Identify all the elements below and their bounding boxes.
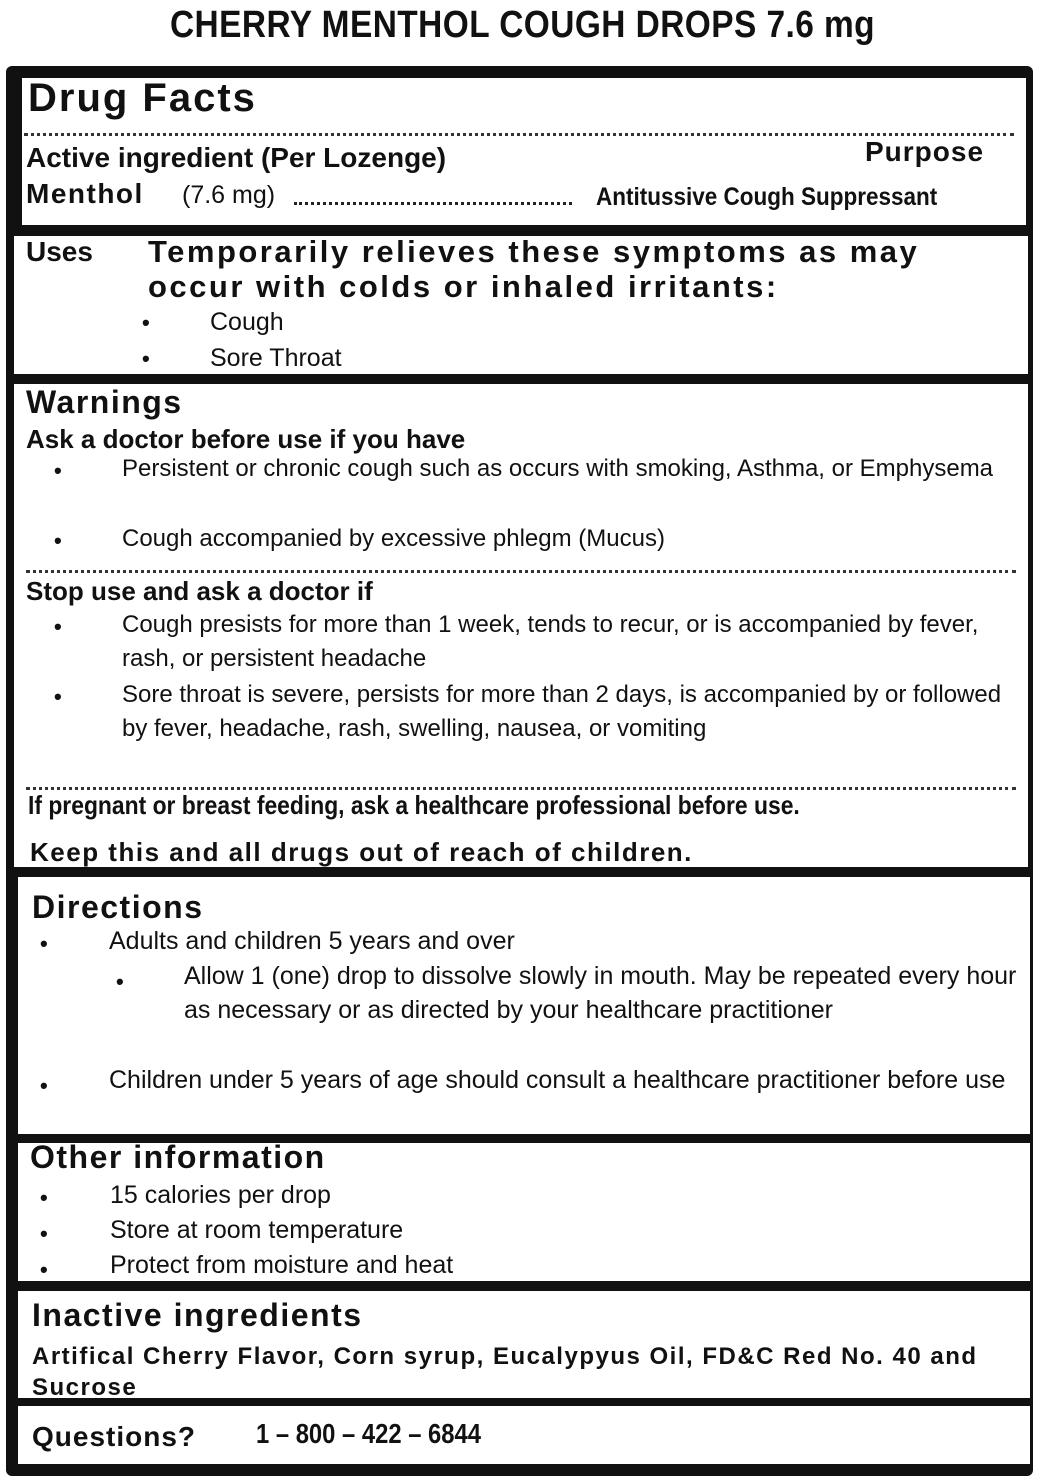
questions-panel [18,1406,1030,1464]
stop-use-item: Cough presists for more than 1 week, tends to recur, or is accompanied by fever, rash, or persistent headache [122,611,979,672]
warnings-heading: Warnings [26,384,183,420]
bullet: • [40,931,48,956]
purpose-heading: Purpose [865,136,985,167]
bullet: • [40,1257,48,1282]
directions-children: Children under 5 years of age should consult a healthcare practitioner before use [109,1066,1006,1094]
pregnant-note: If pregnant or breast feeding, ask a healthcare professional before use. [28,790,800,820]
bullet: • [54,528,62,553]
other-information-panel [18,1139,1030,1282]
children-note: Keep this and all drugs out of reach of children. [30,837,693,867]
ask-doctor-item: Cough accompanied by excessive phlegm (Mucus) [122,525,665,552]
uses-intro-line2: occur with colds or inhaled irritants: [148,269,779,304]
uses-item-cough: Cough [210,308,284,336]
stop-use-heading: Stop use and ask a doctor if [26,576,373,606]
other-info-item: Store at room temperature [110,1216,404,1244]
bullet: • [40,1221,48,1246]
uses-item-sore-throat: Sore Throat [210,344,342,372]
bullet: • [54,458,62,483]
divider [26,570,1016,573]
stop-use-item: Sore throat is severe, persists for more than 2 days, is accompanied by or followed by fever, headache, rash, swelling, nausea, or vomiting [122,681,1002,742]
bullet: • [142,310,150,335]
bullet: • [54,684,62,709]
questions-label: Questions? [32,1421,197,1452]
ask-doctor-item: Persistent or chronic cough such as occurs with smoking, Asthma, or Emphysema [122,455,994,482]
drug-facts-heading: Drug Facts [28,76,257,120]
product-title: CHERRY MENTHOL COUGH DROPS 7.6 mg [169,4,876,46]
other-info-item: Protect from moisture and heat [110,1251,454,1279]
bullet: • [142,346,150,371]
inactive-ingredients-text: Artifical Cherry Flavor, Corn syrup, Eucalypyus Oil, FD&C Red No. 40 and Sucrose [32,1343,978,1401]
questions-phone: 1 – 800 – 422 – 6844 [256,1418,481,1449]
dotted-leader [294,202,572,205]
ingredient-name: Menthol [26,178,144,209]
other-information-heading: Other information [30,1139,326,1175]
uses-intro-line1: Temporarily relieves these symptoms as may [148,234,920,269]
uses-heading: Uses [26,236,93,267]
bullet: • [40,1073,48,1098]
directions-heading: Directions [32,889,204,925]
active-ingredient-heading: Active ingredient (Per Lozenge) [26,142,447,173]
warnings-panel [14,384,1028,867]
directions-panel [18,877,1030,1134]
directions-adults: Adults and children 5 years and over [109,927,515,955]
ask-doctor-heading: Ask a doctor before use if you have [26,424,466,454]
other-info-item: 15 calories per drop [110,1181,331,1209]
ingredient-purpose: Antitussive Cough Suppressant [596,183,938,211]
inactive-ingredients-heading: Inactive ingredients [32,1297,363,1333]
bullet: • [54,614,62,639]
bullet: • [116,969,124,994]
drug-facts-panel [22,78,1026,225]
inactive-ingredients-panel [18,1291,1030,1401]
ingredient-amount: (7.6 mg) [182,181,276,209]
bullet: • [40,1185,48,1210]
uses-panel [14,236,1028,374]
directions-adults-sub: Allow 1 (one) drop to dissolve slowly in mouth. May be repeated every hour as necessary or as directed by your healthcare practitioner [184,962,1017,1024]
